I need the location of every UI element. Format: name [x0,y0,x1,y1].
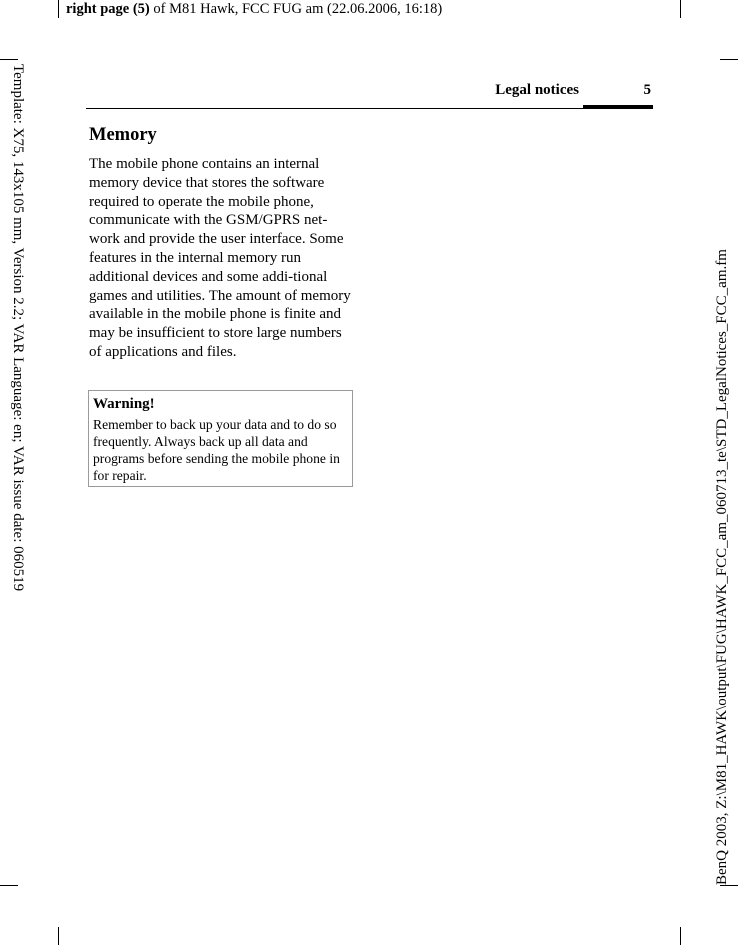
crop-mark [720,885,738,886]
memory-heading: Memory [89,125,157,145]
print-header [66,0,442,18]
section-title: Legal notices [495,82,579,98]
warning-text: Remember to back up your data and to do so frequently. Always back up all data and programs before sending the mobile phone in for repair. [93,417,340,483]
warning-title: Warning! [93,396,155,412]
header-tab-bar [583,105,653,108]
template-info: Template: X75, 143x105 mm, Version 2.2; VAR Language: en; VAR issue date: 060519 [10,64,26,592]
memory-body: The mobile phone contains an internal memory device that stores the software required to operate the mobile phone, communicate with the GSM/GPRS net-work and provide the user interface. Some features in the internal memory run additional devices and some addi-tional games and utilities. The amount of memory available in the mobile phone is finite and may be insufficient to store large numbers of applications and files. [89,156,351,360]
crop-mark [680,0,681,18]
header-rule [86,108,653,109]
crop-mark [58,927,59,945]
crop-mark [680,927,681,945]
crop-mark [0,885,18,886]
print-header-page: right page (5) [66,1,150,17]
page-number: 5 [643,82,651,98]
crop-mark [0,59,18,60]
warning-box [88,390,353,487]
file-path-info: BenQ 2003, Z:\M81_HAWK\output\FUG\HAWK_FCC_am_060713_te\STD_LegalNotices_FCC_am.fm [714,249,730,885]
crop-mark [720,59,738,60]
running-head [86,82,653,108]
print-header-info: of M81 Hawk, FCC FUG am (22.06.2006, 16:18) [149,1,443,17]
crop-mark [58,0,59,18]
